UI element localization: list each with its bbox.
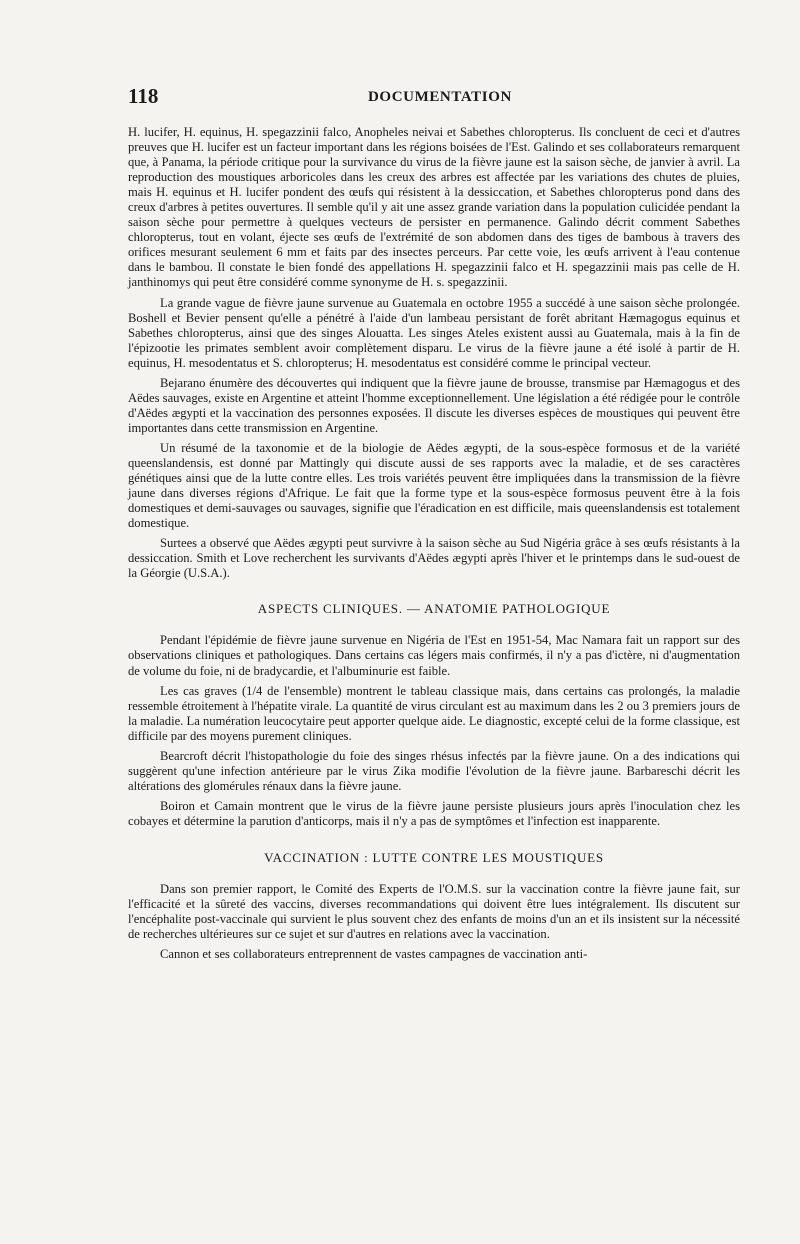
paragraph: H. lucifer, H. equinus, H. spegazzinii falco, Anopheles neivai et Sabethes chloropterus. Ils concluent de ceci et d'autres preuves que H. lucifer est un facteur important dans les régions boisées de l'Est. Galindo et ses collaborateurs remarquent que, à Panama, la période critique pour la survivance du virus de la fièvre jaune est la saison sèche, de janvier à avril. La reproduction des moustiques arboricoles dans les creux des arbres est affectée par les variations des chutes de pluies, mais H. equinus et H. lucifer pondent des œufs qui résistent à la dessiccation, et Sabethes chloropterus pond dans des creux d'arbres à petites ouvertures. Il semble qu'il y ait une assez grande variation dans la population culicidée pendant la saison sèche pour permettre à quelques vecteurs de persister en permanence. Galindo décrit comment Sabethes chloropterus, tout en volant, éjecte ses œufs de l'extrémité de son abdomen dans des tiges de bambous à travers des orifices mesurant seulement 6 mm et faits par des insectes perceurs. Par cette voie, les œufs arrivent à l'eau contenue dans le bambou. Il constate le bien fondé des appellations H. spegazzinii falco et H. spegazzinii mais pas celle de H. janthinomys qui peut être considéré comme synonyme de H. s. spegazzinii. [128,125,740,290]
paragraph: Les cas graves (1/4 de l'ensemble) montrent le tableau classique mais, dans certains cas prolongés, la maladie ressemble étroitement à l'hépatite virale. La quantité de virus circulant est au maximum dans les 2 ou 3 premiers jours de la maladie. La numération leucocytaire peut apporter quelque aide. Le diagnostic, excepté celui de la forme classique, est difficile par des moyens purement cliniques. [128,683,740,743]
paragraph: La grande vague de fièvre jaune survenue au Guatemala en octobre 1955 a succédé à une saison sèche prolongée. Boshell et Bevier pensent qu'elle a pénétré à l'aide d'un lambeau persistant de forêt abritant Hæmagogus equinus et Sabethes chloropterus, ainsi que des singes Alouatta. Les singes Ateles existent aussi au Guatemala, mais à la fin de l'épizootie les primates semblent avoir complètement disparu. Le virus de la fièvre jaune a été isolé à partir de H. equinus, H. mesodentatus et S. chloropterus; H. mesodentatus est considéré comme le principal vecteur. [128,295,740,370]
paragraph: Un résumé de la taxonomie et de la biologie de Aëdes ægypti, de la sous-espèce formosus et de la variété queenslandensis, est donné par Mattingly qui discute aussi de ses rapports avec la maladie, et de ses caractères génétiques ainsi que de la lutte contre elles. Les trois variétés peuvent être impliquées dans la transmission de la fièvre jaune dans diverses régions d'Afrique. Le fait que la forme type et la sous-espèce formosus peuvent être à la fois domestiques et demi-sauvages ou sauvages, signifie que l'éradication en est difficile, mais queenslandensis est totalement domestique. [128,440,740,531]
page-body [128,125,740,962]
running-head-title: DOCUMENTATION [368,89,512,105]
paragraph: Dans son premier rapport, le Comité des Experts de l'O.M.S. sur la vaccination contre la fièvre jaune fait, sur l'efficacité et la sûreté des vaccins, diverses recommandations qui doivent être lues intégralement. Ils discutent sur l'encéphalite post-vaccinale qui survient le plus souvent chez des enfants de moins d'un an et ils insistent sur la nécessité de recherches ultérieures sur ce sujet et sur d'autres en relations avec la vaccination. [128,882,740,942]
section-heading-vaccination: VACCINATION : LUTTE CONTRE LES MOUSTIQUES [264,849,604,865]
paragraph: Pendant l'épidémie de fièvre jaune survenue en Nigéria de l'Est en 1951-54, Mac Namara fait un rapport sur des observations cliniques et pathologiques. Dans certains cas légers mais confirmés, il n'y a pas d'ictère, ni d'augmentation de volume du foie, ni de bradycardie, et l'albuminurie est faible. [128,633,740,678]
paragraph: Surtees a observé que Aëdes ægypti peut survivre à la saison sèche au Sud Nigéria grâce à ses œufs résistants à la dessiccation. Smith et Love recherchent les survivants d'Aëdes ægypti après l'hiver et le printemps dans le sud-ouest de la Géorgie (U.S.A.). [128,536,740,581]
paragraph: Bearcroft décrit l'histopathologie du foie des singes rhésus infectés par la fièvre jaune. On a des indications qui suggèrent qu'une infection antérieure par le virus Zika modifie l'évolution de la fièvre jaune. Barbareschi décrit les altérations des glomérules rénaux dans la fièvre jaune. [128,748,740,793]
paragraph: Bejarano énumère des découvertes qui indiquent que la fièvre jaune de brousse, transmise par Hæmagogus et des Aëdes sauvages, existe en Argentine et atteint l'homme exceptionnellement. Une législation a été rédigée pour le contrôle d'Aëdes ægypti et la vaccination des personnes exposées. Il discute les diverses espèces de moustiques qui peuvent être importantes dans cette transmission en Argentine. [128,375,740,435]
running-head [128,84,740,114]
section-heading-clinical: ASPECTS CLINIQUES. — ANATOMIE PATHOLOGIQUE [257,601,611,617]
page-number: 118 [128,84,159,108]
paragraph: Cannon et ses collaborateurs entreprennent de vastes campagnes de vaccination anti- [160,947,588,962]
paragraph: Boiron et Camain montrent que le virus de la fièvre jaune persiste plusieurs jours après l'inoculation chez les cobayes et détermine la parution d'anticorps, mais il n'y a pas de symptômes et l'infection est inapparente. [128,798,740,828]
